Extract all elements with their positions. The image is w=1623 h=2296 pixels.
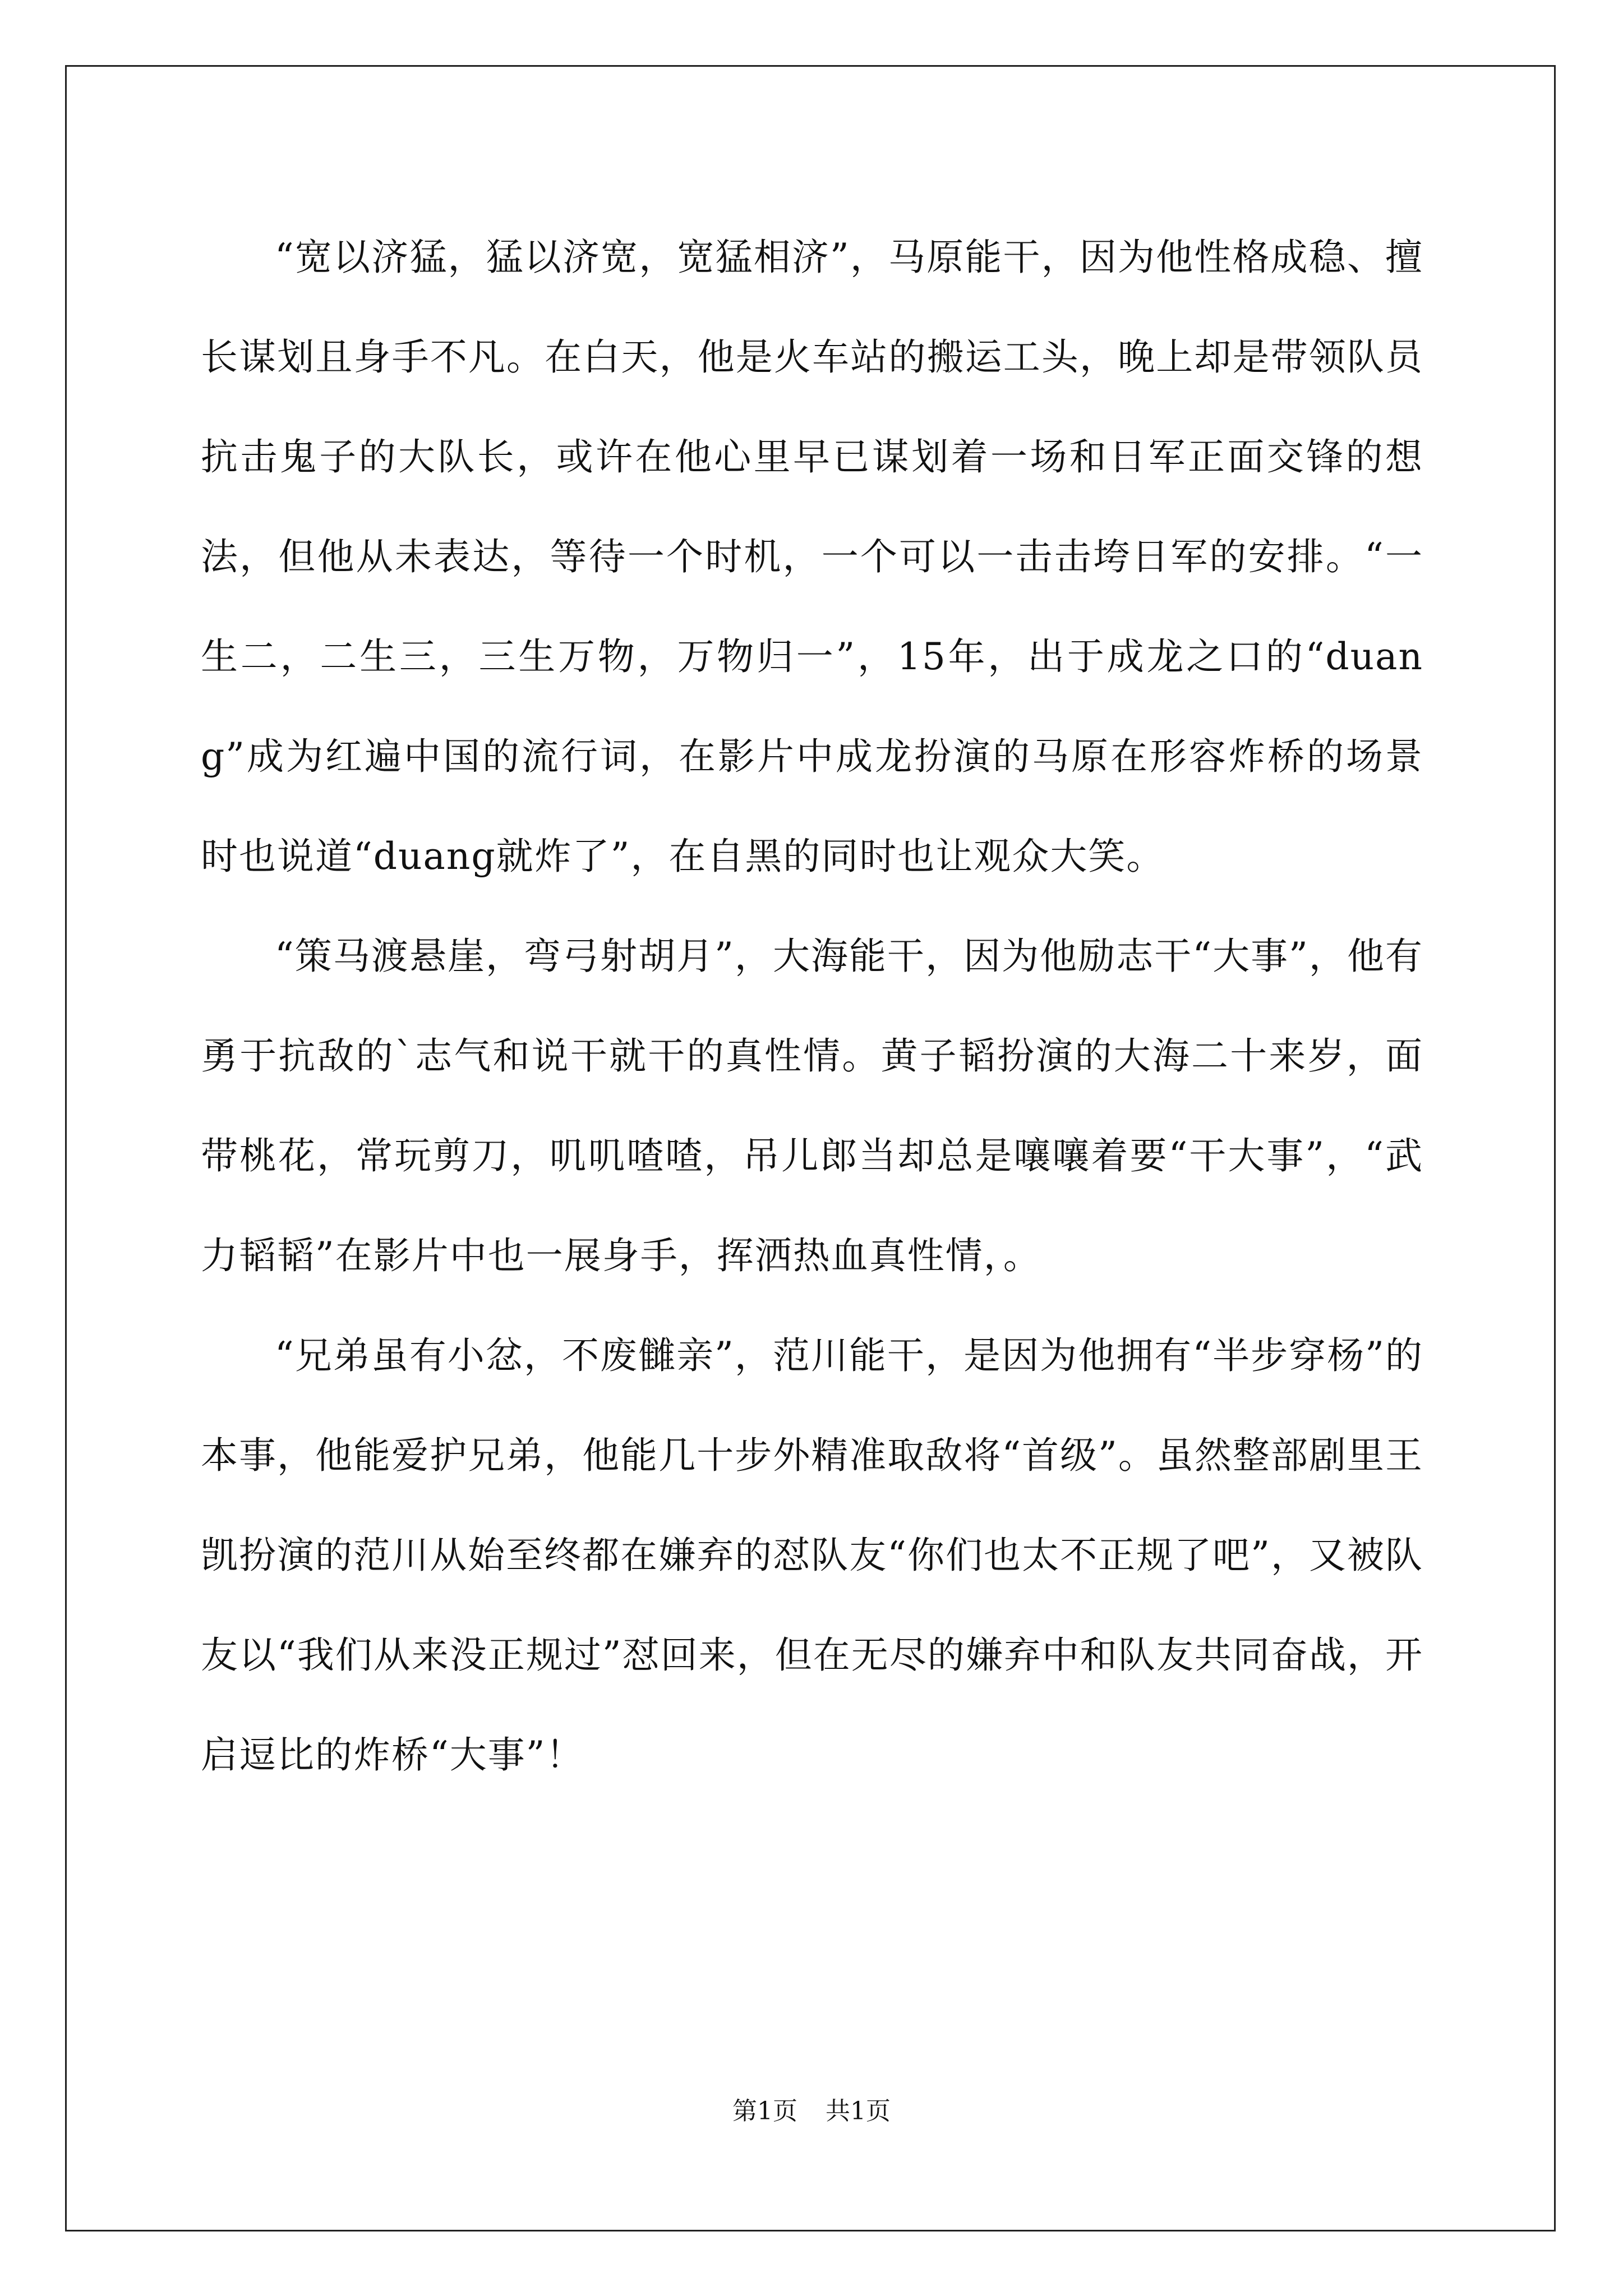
page-number: 第1页	[732, 2097, 797, 2125]
paragraph-2: “策马渡悬崖，弯弓射胡月”，大海能干，因为他励志干“大事”，他有勇于抗敌的`志气和说干就干的真性情。黄子韬扮演的大海二十来岁，面带桃花，常玩剪刀，叽叽喳喳，吊儿郎当却总是嚷嚷着要“干大事”，“武力韬韬”在影片中也一展身手，挥洒热血真性情，。	[201, 935, 1423, 1277]
document-body	[201, 208, 1423, 1805]
paragraph-1: “宽以济猛，猛以济宽，宽猛相济”，马原能干，因为他性格成稳、擅长谋划且身手不凡。在白天，他是火车站的搬运工头，晚上却是带领队员抗击鬼子的大队长，或许在他心里早已谋划着一场和日军正面交锋的想法，但他从未表达，等待一个时机，一个可以一击击垮日军的安排。“一生二，二生三，三生万物，万物归一”，15年，出于成龙之口的“duang”成为红遍中国的流行词，在影片中成龙扮演的马原在形容炸桥的场景时也说道“duang就炸了”，在自黑的同时也让观众大笑。	[201, 236, 1423, 878]
page-footer	[0, 2091, 1623, 2127]
paragraph-3: “兄弟虽有小忿，不废雠亲”，范川能干，是因为他拥有“半步穿杨”的本事，他能爱护兄弟，他能几十步外精准取敌将“首级”。虽然整部剧里王凯扮演的范川从始至终都在嫌弃的怼队友“你们也太不正规了吧”，又被队友以“我们从来没正规过”怼回来，但在无尽的嫌弃中和队友共同奋战，开启逗比的炸桥“大事”！	[201, 1334, 1423, 1777]
page-total: 共1页	[826, 2097, 891, 2125]
